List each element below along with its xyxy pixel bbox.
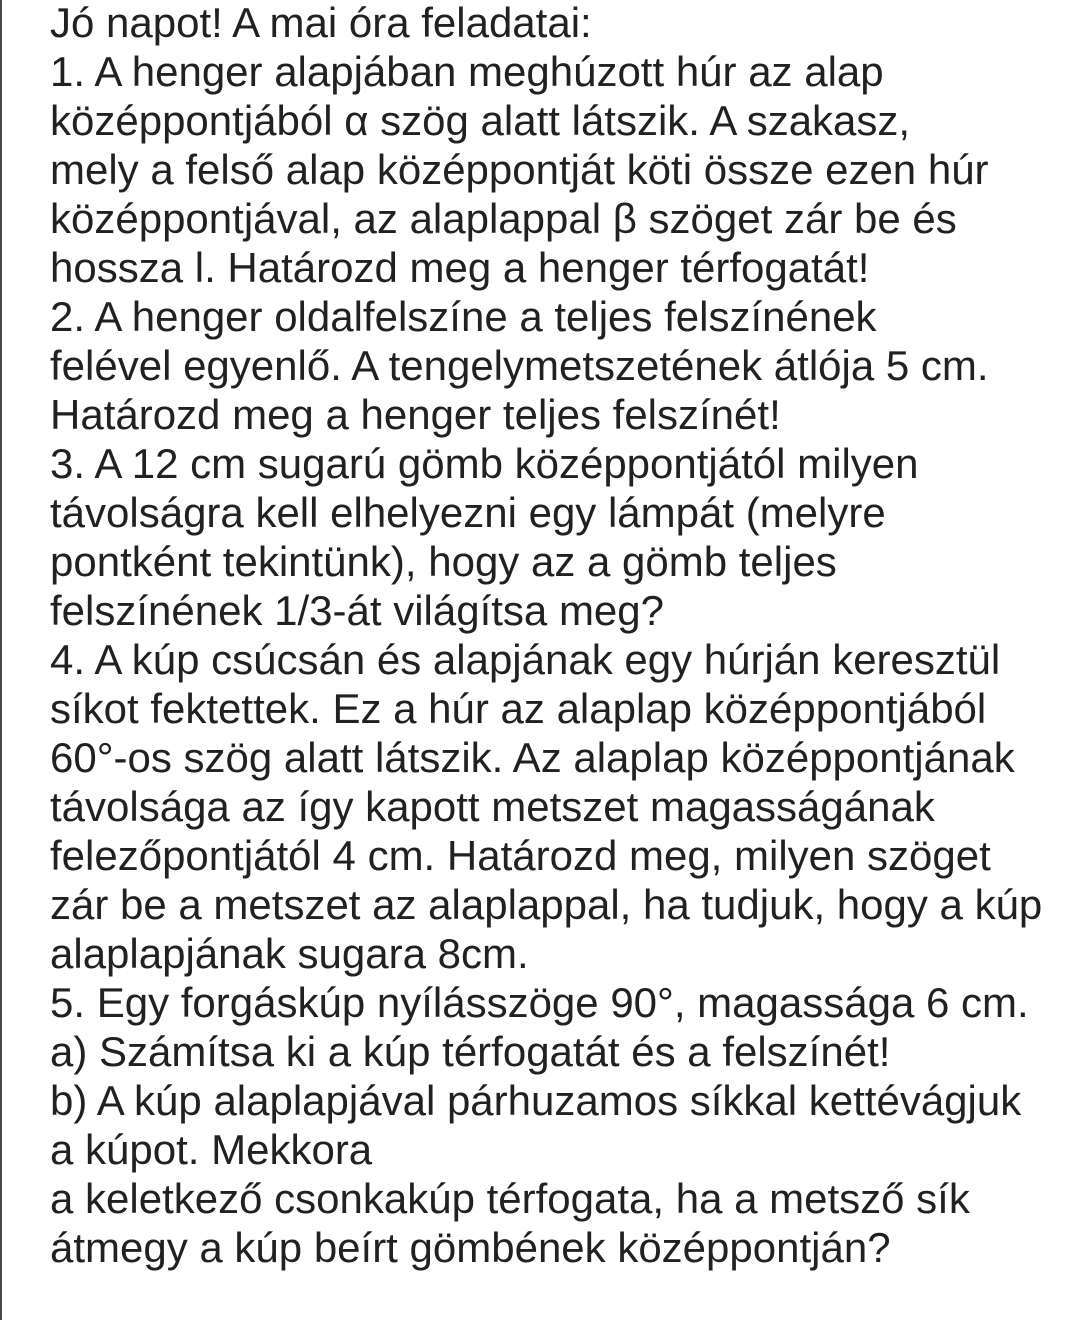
text-line: felszínének 1/3-át világítsa meg?: [50, 587, 665, 634]
text-line: a keletkező csonkakúp térfogata, ha a metsző sík: [50, 1175, 970, 1222]
text-line: távolsága az így kapott metszet magasságának: [50, 783, 935, 830]
text-line: hossza l. Határozd meg a henger térfogatát!: [50, 244, 870, 291]
text-line: zár be a metszet az alaplappal, ha tudjuk, hogy a kúp: [50, 881, 1043, 928]
text-line: középpontjából α szög alatt látszik. A szakasz,: [50, 97, 911, 144]
text-line: távolságra kell elhelyezni egy lámpát (melyre: [50, 489, 886, 536]
text-line: 1. A henger alapjában meghúzott húr az alap: [50, 48, 884, 95]
assignment-text: [50, 0, 1060, 1272]
text-line: mely a felső alap középpontját köti össze ezen húr: [50, 146, 989, 193]
text-line: pontként tekintünk), hogy az a gömb teljes: [50, 538, 837, 585]
text-line: felezőpontjától 4 cm. Határozd meg, milyen szöget: [50, 832, 991, 879]
text-line: Jó napot! A mai óra feladatai:: [50, 0, 592, 46]
text-line: 4. A kúp csúcsán és alapjának egy húrján keresztül: [50, 636, 1001, 683]
text-line: átmegy a kúp beírt gömbének középpontján?: [50, 1224, 891, 1271]
left-edge-line: [0, 0, 2, 1320]
text-line: középpontjával, az alaplappal β szöget zár be és: [50, 195, 957, 242]
text-line: a kúpot. Mekkora: [50, 1126, 373, 1173]
text-line: b) A kúp alaplapjával párhuzamos síkkal kettévágjuk: [50, 1077, 1022, 1124]
text-line: 3. A 12 cm sugarú gömb középpontjától milyen: [50, 440, 919, 487]
text-line: 2. A henger oldalfelszíne a teljes felszínének: [50, 293, 877, 340]
text-line: síkot fektettek. Ez a húr az alaplap középpontjából: [50, 685, 987, 732]
text-line: 60°-os szög alatt látszik. Az alaplap középpontjának: [50, 734, 1015, 781]
text-line: a) Számítsa ki a kúp térfogatát és a felszínét!: [50, 1028, 891, 1075]
text-line: Határozd meg a henger teljes felszínét!: [50, 391, 781, 438]
text-line: alaplapjának sugara 8cm.: [50, 930, 529, 977]
text-line: felével egyenlő. A tengelymetszetének átlója 5 cm.: [50, 342, 989, 389]
text-line: 5. Egy forgáskúp nyílásszöge 90°, magassága 6 cm.: [50, 979, 1029, 1026]
